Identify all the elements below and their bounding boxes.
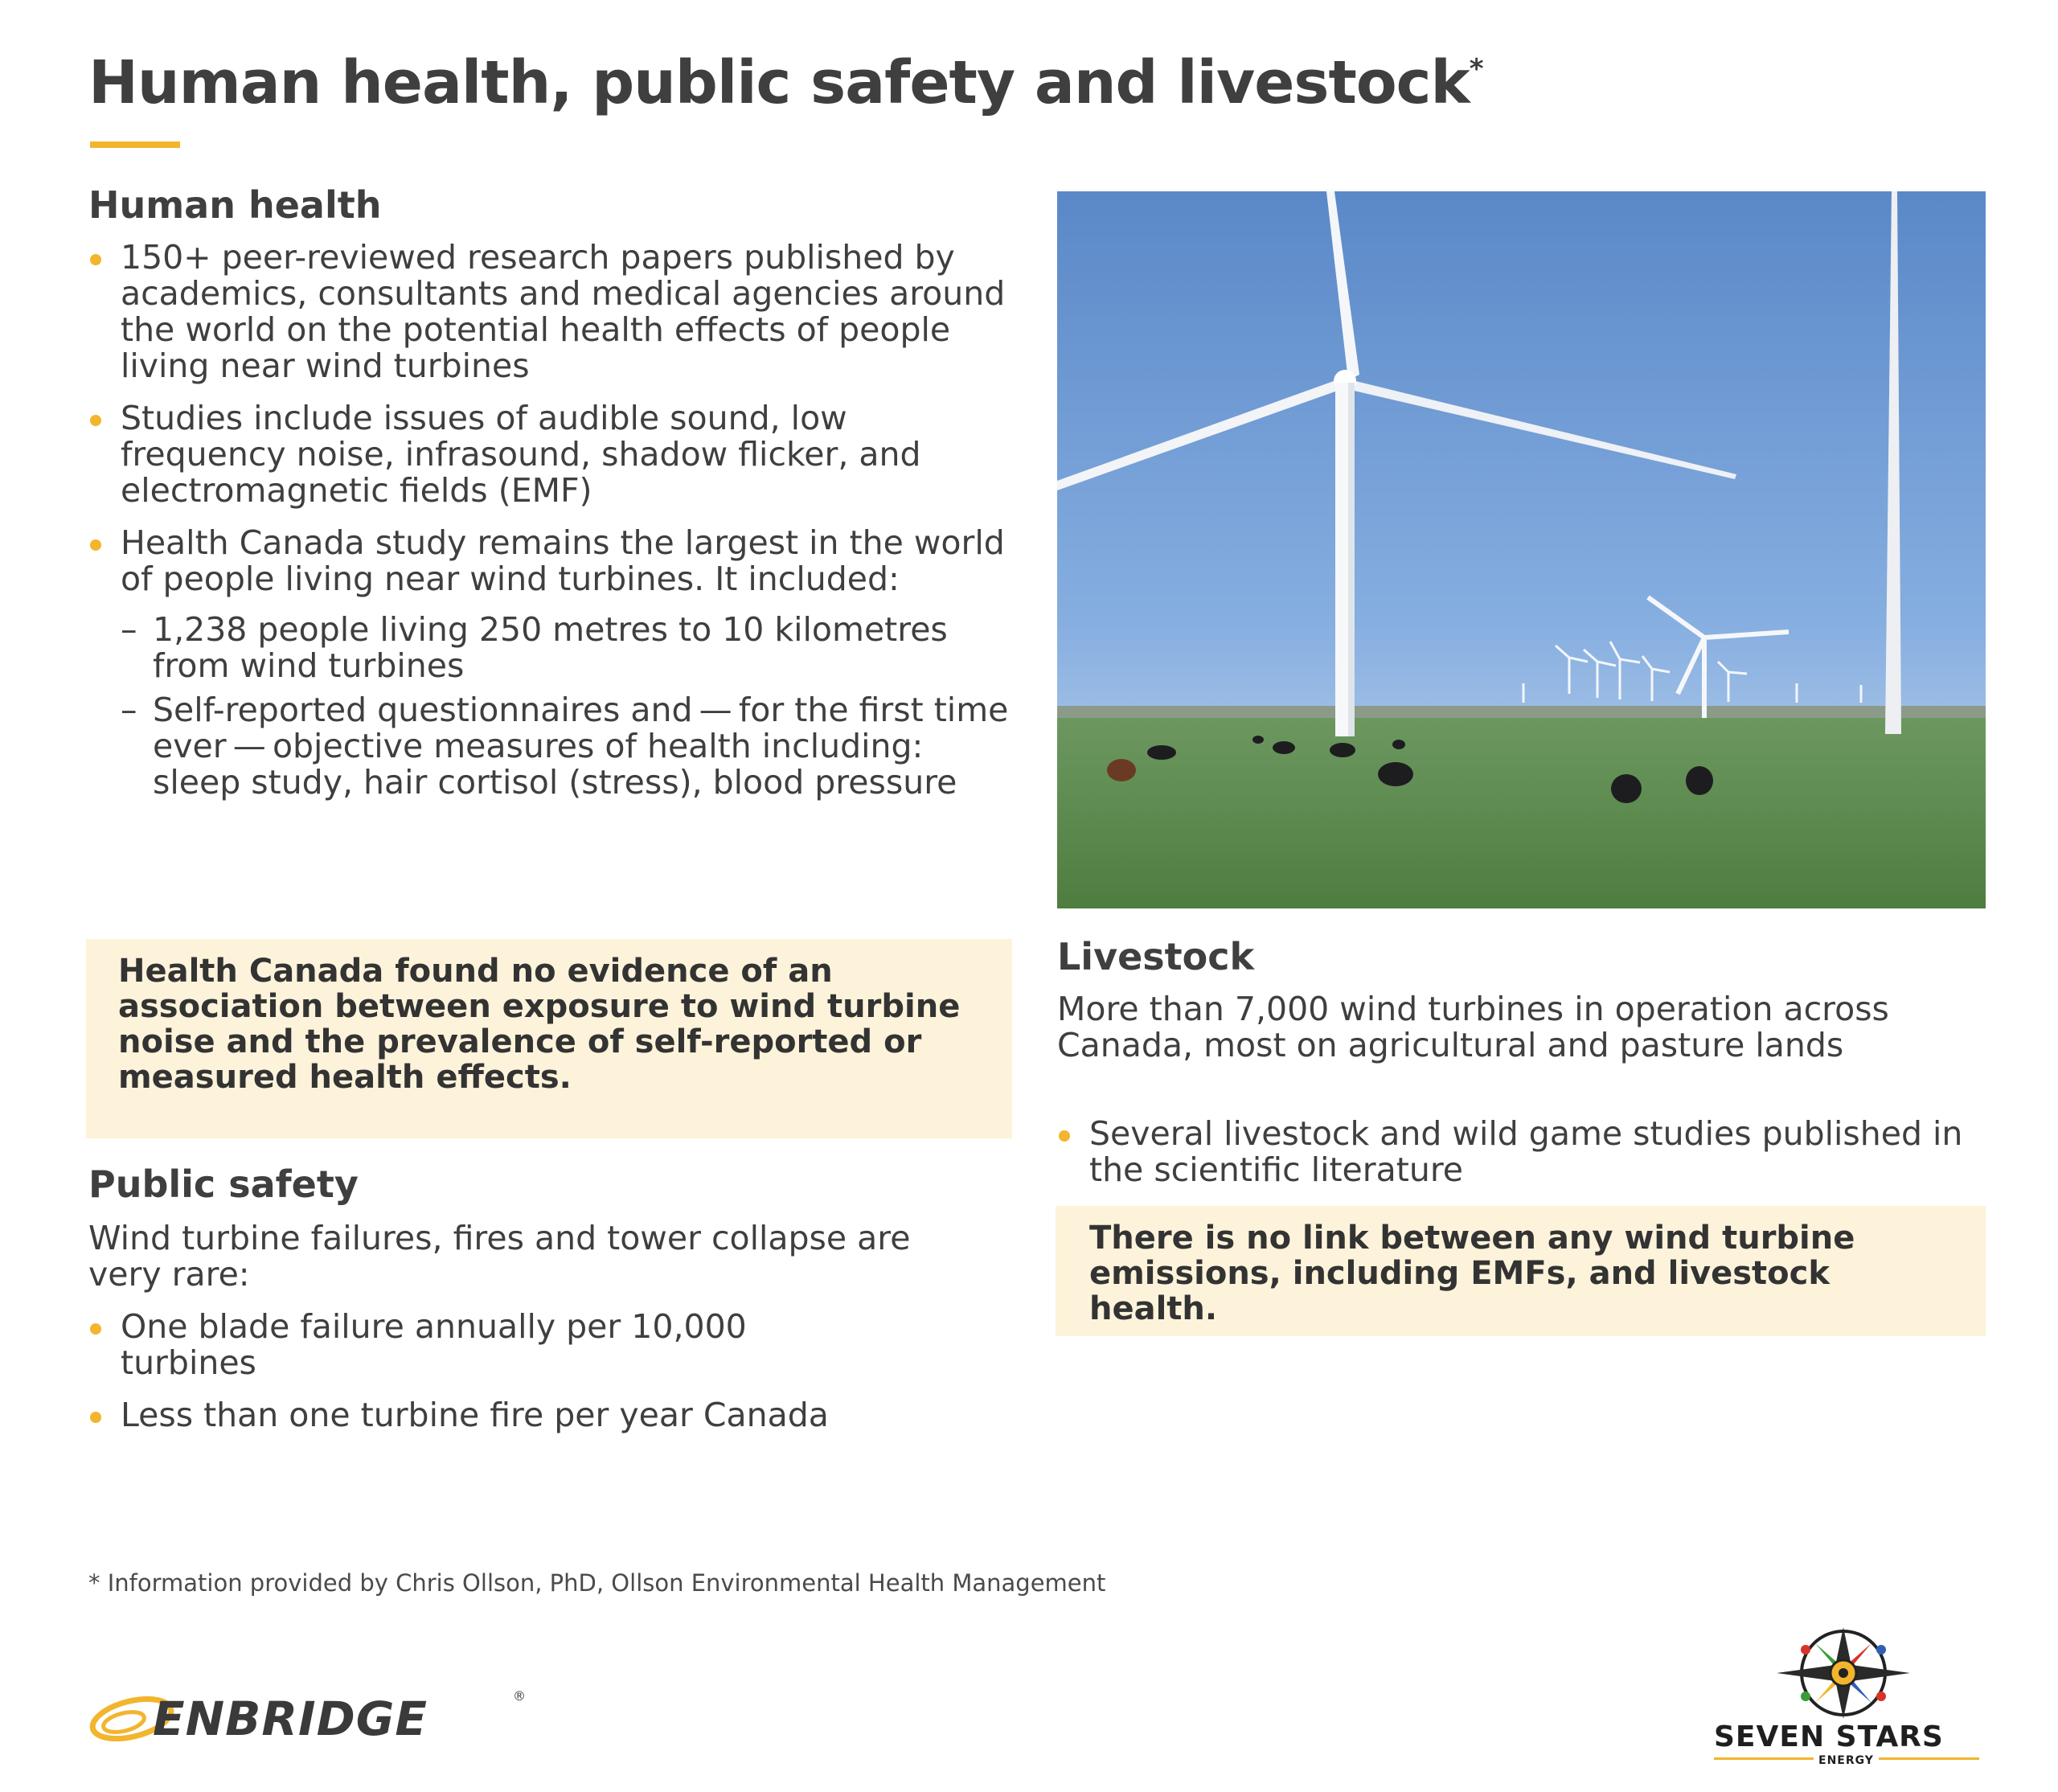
footnote: * Information provided by Chris Ollson, PhD, Ollson Environmental Health Management — [88, 1569, 1106, 1597]
list-item — [88, 525, 1013, 801]
dash-marker: – — [121, 610, 137, 649]
callout-text: Health Canada found no evidence of an association between exposure to wind turbine noise and the prevalence of self-reported or measured health effects. — [118, 953, 961, 1096]
registered-mark: ® — [513, 1688, 526, 1704]
list-item-text: Less than one turbine fire per year Canada — [121, 1396, 829, 1434]
bullet-icon — [90, 254, 101, 265]
list-item-text: One blade failure annually per 10,000 turbines — [121, 1307, 747, 1382]
sub-list-item-text: Self-reported questionnaires and — for the first time ever — objective measures of health including: sleep study, hair cortisol (stress), blood pressure — [153, 691, 1009, 802]
page-title-text: Human health, public safety and livestock — [88, 48, 1470, 117]
title-footnote-mark: * — [1469, 53, 1483, 85]
seven-stars-wordmark: SEVEN STARS — [1714, 1720, 1944, 1753]
public-safety-intro: Wind turbine failures, fires and tower collapse are very rare: — [88, 1219, 911, 1294]
accent-rule — [90, 141, 180, 148]
public-safety-section — [88, 1309, 1037, 1433]
bullet-icon — [1059, 1130, 1070, 1142]
sub-list-item — [121, 692, 1013, 801]
dash-marker: – — [121, 691, 137, 729]
compass-star-icon — [1775, 1626, 1912, 1720]
enbridge-logo — [87, 1687, 537, 1751]
enbridge-wordmark: ENBRIDGE — [153, 1692, 428, 1746]
public-safety-bullets — [88, 1309, 1037, 1433]
livestock-heading: Livestock — [1057, 935, 1255, 978]
livestock-intro: More than 7,000 wind turbines in operation across Canada, most on agricultural and pasture lands — [1057, 990, 1889, 1064]
list-item — [88, 400, 1013, 509]
livestock-section — [1057, 1116, 1974, 1188]
sub-list — [121, 612, 1013, 801]
public-safety-heading: Public safety — [88, 1163, 359, 1206]
bullet-icon — [90, 1412, 101, 1423]
seven-stars-logo — [1703, 1626, 1976, 1778]
human-health-bullets — [88, 240, 1013, 801]
list-item — [1057, 1116, 1974, 1188]
callout-text: There is no link between any wind turbine emissions, including EMFs, and livestock health. — [1089, 1220, 1855, 1327]
list-item-text: Several livestock and wild game studies published in the scientific literature — [1089, 1114, 1963, 1189]
list-item-text: Studies include issues of audible sound, low frequency noise, infrasound, shadow flicker, and electromagnetic fields (EMF) — [121, 399, 921, 510]
bullet-icon — [90, 1323, 101, 1335]
human-health-section — [88, 240, 1013, 801]
sub-list-item-text: 1,238 people living 250 metres to 10 kilometres from wind turbines — [153, 610, 948, 685]
sub-list-item — [121, 612, 1013, 684]
list-item — [88, 1397, 1037, 1433]
page-title — [88, 48, 1937, 117]
human-health-heading: Human health — [88, 183, 382, 227]
livestock-bullets — [1057, 1116, 1974, 1188]
seven-stars-subtitle: ENERGY — [1814, 1754, 1879, 1767]
wind-farm-photo — [1057, 191, 1986, 908]
list-item — [88, 1309, 812, 1381]
list-item-text: Health Canada study remains the largest in the world of people living near wind turbines. It included: — [121, 523, 1005, 598]
health-canada-callout — [86, 939, 1012, 1138]
list-item-text: 150+ peer-reviewed research papers published by academics, consultants and medical agencies around the world on the potential health effects of people living near wind turbines — [121, 238, 1006, 385]
bullet-icon — [90, 415, 101, 426]
livestock-callout — [1056, 1206, 1986, 1336]
list-item — [88, 240, 1013, 384]
bullet-icon — [90, 539, 101, 551]
